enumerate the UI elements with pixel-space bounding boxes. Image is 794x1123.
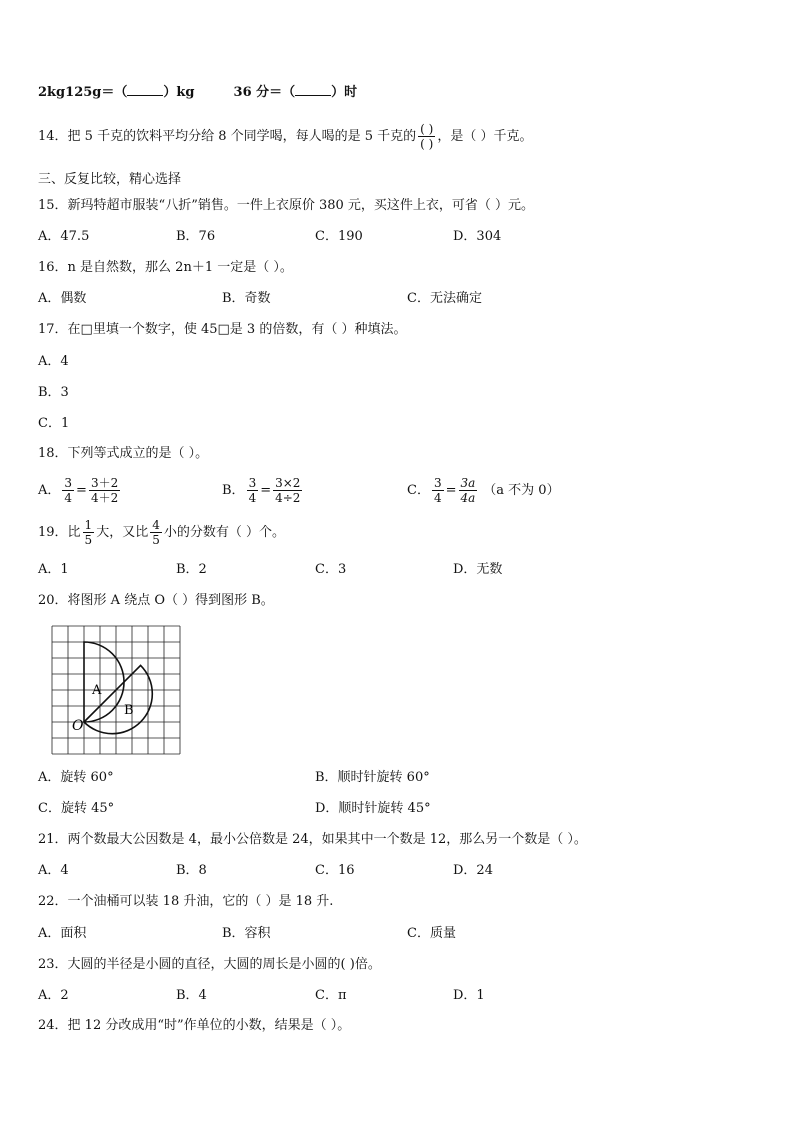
q21-option-c: C．16 [315,863,355,878]
q18-c-right-frac [459,476,478,505]
q17-option-b: B．3 [38,385,69,400]
q13-part2-pre: 36 分＝（ [233,85,296,100]
q21-option-a: A．4 [38,863,69,878]
q15-option-c: C．190 [315,229,363,244]
q19-stem [38,514,285,552]
q22-option-a: A．面积 [38,926,87,941]
q18-b-left-frac [247,476,259,505]
q20-option-b: B．顺时针旋转 60° [315,770,430,785]
q19-mid: 大，又比 [96,525,149,540]
q21-option-b: B．8 [176,863,207,878]
q23-option-b: B．4 [176,988,207,1003]
q16-option-b: B．奇数 [222,291,271,306]
q18-c-right-den: 4a [460,491,476,505]
q23-option-a: A．2 [38,988,69,1003]
q18-c-left-num: 3 [433,476,442,490]
q20-figure-a [84,642,124,722]
q15-option-a: A．47.5 [38,229,90,244]
section-3-title: 三、反复比较，精心选择 [38,172,182,187]
q19-frac-2-den: 5 [152,533,160,547]
q18-c-left-frac [432,476,444,505]
q19-frac-1 [83,518,95,547]
q13-part1-pre: 2kg125g＝（ [38,85,128,100]
q18-b-right-frac [273,476,302,505]
q13-part1-post: ）kg [163,85,195,100]
q18-a-label: A． [38,483,61,498]
q18-a-right-den: 4＋2 [90,491,119,505]
q20-rotation-figure [48,622,184,758]
q21-option-d: D．24 [453,863,493,878]
q13-part2-post: ）时 [331,85,358,100]
q18-stem: 18．下列等式成立的是（ ）。 [38,446,209,461]
q17-option-c: C．1 [38,416,70,431]
q18-b-left-num: 3 [248,476,257,490]
q18-c-left-den: 4 [433,491,442,505]
q23-option-c: C．π [315,988,347,1003]
q20-option-d: D．顺时针旋转 45° [315,801,431,816]
q20-label-b: B [124,703,134,718]
q22-option-b: B．容积 [222,926,271,941]
q19-frac-1-num: 1 [84,518,93,532]
q14-line [38,122,532,152]
q18-a-eq: = [76,483,87,498]
q18-b-right-den: 4÷2 [275,491,301,505]
q23-option-d: D．1 [453,988,485,1003]
q23-stem: 23．大圆的半径是小圆的直径，大圆的周长是小圆的( )倍。 [38,957,381,972]
q24-stem: 24．把 12 分改成用“时”作单位的小数，结果是（ ）。 [38,1018,351,1033]
q18-a-left-den: 4 [64,491,73,505]
q19-frac-1-den: 5 [84,533,93,547]
q19-post: 小的分数有（ ）个。 [163,525,285,540]
q18-c-note: （a 不为 0） [483,483,560,498]
q22-option-c: C．质量 [407,926,456,941]
q20-label-a: A [92,683,102,698]
q19-option-b: B．2 [176,562,207,577]
q15-stem: 15．新玛特超市服装“八折”销售。一件上衣原价 380 元，买这件上衣，可省（ ）元。 [38,198,535,213]
q17-stem: 17．在□里填一个数字，使 45□是 3 的倍数，有（ ）种填法。 [38,322,407,337]
q18-b-right-num: 3×2 [275,476,301,490]
q20-figure-b [84,665,152,733]
q18-option-a [38,472,122,510]
q18-a-right-frac [89,476,120,505]
q19-pre: 19．比 [38,525,81,540]
q13-blank-2 [295,83,331,96]
q20-stem: 20．将图形 A 绕点 O（ ）得到图形 B。 [38,593,274,608]
q18-option-c [407,472,560,510]
q18-a-right-num: 3＋2 [90,476,119,490]
q19-option-c: C．3 [315,562,347,577]
q22-stem: 22．一个油桶可以装 18 升油，它的（ ）是 18 升. [38,894,334,909]
q15-option-b: B．76 [176,229,216,244]
q18-c-eq: = [445,483,457,498]
q14-frac-num: ( ) [420,122,434,136]
q14-text-pre: 14．把 5 千克的饮料平均分给 8 个同学喝，每人喝的是 5 千克的 [38,129,417,144]
q18-a-left-frac [62,476,74,505]
q16-option-c: C．无法确定 [407,291,482,306]
q13-line [38,83,357,102]
q18-c-right-num: 3a [460,476,476,490]
q14-fraction [418,122,435,151]
q20-label-o: O [72,718,84,734]
q18-b-eq: = [260,483,272,498]
q16-stem: 16．n 是自然数，那么 2n＋1 一定是（ ）。 [38,260,293,275]
q19-frac-2-num: 4 [152,518,160,532]
q14-text-post: ，是（ ）千克。 [437,129,533,144]
q19-option-a: A．1 [38,562,69,577]
q18-c-label: C． [407,483,430,498]
q18-b-label: B． [222,483,245,498]
q21-stem: 21．两个数最大公因数是 4，最小公倍数是 24，如果其中一个数是 12，那么另一个数是（ ）。 [38,832,587,847]
q14-frac-den: ( ) [420,137,434,151]
q19-option-d: D．无数 [453,562,503,577]
q13-blank-1 [127,83,163,96]
q15-option-d: D．304 [453,229,502,244]
q18-option-b [222,472,304,510]
q18-b-left-den: 4 [248,491,257,505]
q20-option-a: A．旋转 60° [38,770,114,785]
q16-option-a: A．偶数 [38,291,87,306]
q19-frac-2 [150,518,162,547]
q17-option-a: A．4 [38,354,69,369]
q18-a-left-num: 3 [64,476,73,490]
q20-option-c: C．旋转 45° [38,801,115,816]
